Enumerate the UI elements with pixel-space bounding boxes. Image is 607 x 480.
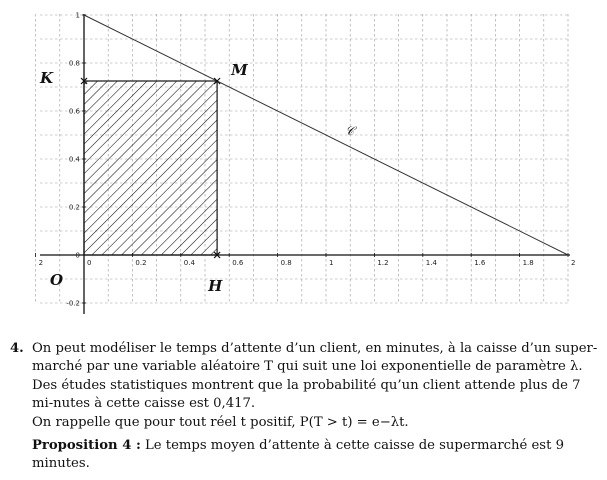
x-tick-label: 0.2 xyxy=(135,259,147,267)
x-tick-label: 2 xyxy=(38,259,44,267)
point-h-label: H xyxy=(208,277,223,295)
x-tick-label: 0.8 xyxy=(280,259,292,267)
x-tick-label: 1 xyxy=(329,259,334,267)
hatched-rectangle xyxy=(84,81,217,255)
exercise-number: 4. xyxy=(10,341,24,356)
exercise-body xyxy=(32,340,600,474)
exercise-statistics: Des études statistiques montrent que la probabilité qu’un client attende plus de 7 mi-nutes à cette caisse est 0,417. xyxy=(32,377,581,412)
x-tick-label: 0 xyxy=(87,259,92,267)
proposition-title: Proposition 4 : xyxy=(32,438,141,454)
proposition-text: Le temps moyen d’attente à cette caisse de supermarché est 9 minutes. xyxy=(32,438,564,472)
point-m-label: M xyxy=(231,61,248,79)
x-tick-label: 1.6 xyxy=(474,259,486,267)
curve-c-label: 𝒞 xyxy=(345,124,355,138)
y-tick-label: -0.2 xyxy=(66,299,80,308)
y-tick-label: 0 xyxy=(75,251,80,260)
exercise-reminder: On rappelle que pour tout réel t positif, P(T > t) = e−λt. xyxy=(32,414,409,430)
x-tick-label: 1.4 xyxy=(425,259,437,267)
hatched-area xyxy=(84,81,217,255)
x-tick-label: 2 xyxy=(571,259,576,267)
y-tick-label: 0.8 xyxy=(68,59,80,68)
y-tick-label: 1 xyxy=(75,11,80,20)
exercise-block xyxy=(10,340,600,474)
y-tick-label: 0.4 xyxy=(68,155,80,164)
x-tick-label: 0.4 xyxy=(183,259,195,267)
y-tick-label: 0.6 xyxy=(68,107,80,116)
proposition-4 xyxy=(32,437,600,474)
point-o-label: O xyxy=(50,271,64,289)
x-tick-label: 1.2 xyxy=(377,259,389,267)
x-tick-label: 1.8 xyxy=(522,259,534,267)
y-tick-label: 0.2 xyxy=(68,203,80,212)
point-k-label: K xyxy=(40,69,54,87)
x-tick-label: 0.6 xyxy=(232,259,244,267)
exercise-statement: On peut modéliser le temps d’attente d’un client, en minutes, à la caisse d’un super-marché par une variable aléatoire T qui suit une loi exponentielle de paramètre λ. xyxy=(32,341,598,375)
exercise-4 xyxy=(10,340,600,474)
